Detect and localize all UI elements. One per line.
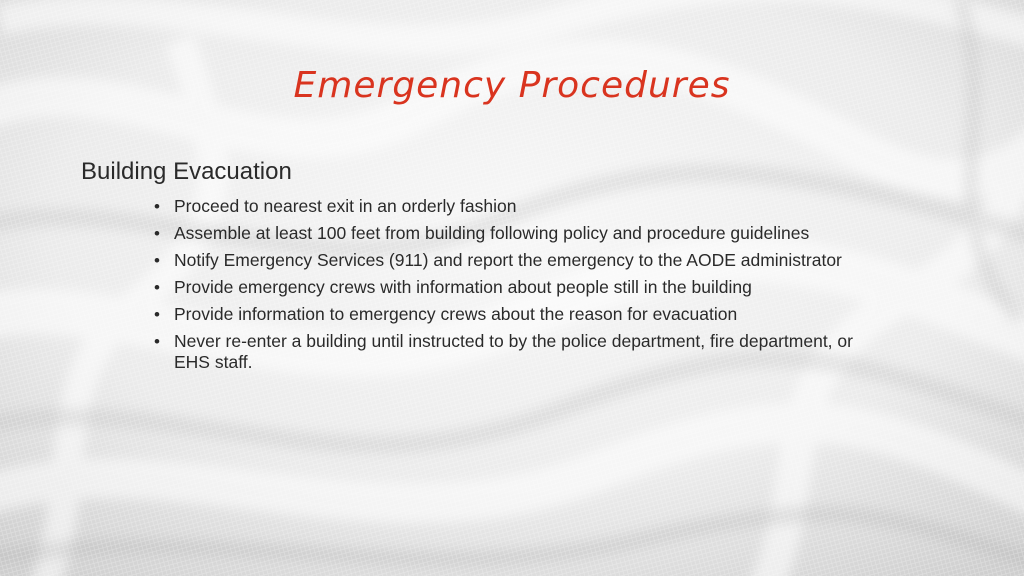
bullet-icon: • [154,251,160,270]
slide-title: Emergency Procedures [293,65,731,106]
bullet-item [154,331,874,373]
bullet-list [154,196,874,379]
bullet-icon: • [154,278,160,297]
bullet-text: Assemble at least 100 feet from building following policy and procedure guidelines [174,223,810,243]
bullet-text: Provide emergency crews with information about people still in the building [174,277,752,297]
bullet-item [154,277,874,298]
bullet-icon: • [154,332,160,351]
bullet-icon: • [154,305,160,324]
bullet-text: Proceed to nearest exit in an orderly fashion [174,196,517,216]
bullet-text: Never re-enter a building until instructed to by the police department, fire department, or EHS staff. [174,331,853,372]
bullet-item [154,304,874,325]
bullet-item [154,196,874,217]
bullet-text: Provide information to emergency crews about the reason for evacuation [174,304,738,324]
bullet-item [154,250,874,271]
bullet-text: Notify Emergency Services (911) and report the emergency to the AODE administrator [174,250,842,270]
bullet-icon: • [154,197,160,216]
bullet-item [154,223,874,244]
bullet-icon: • [154,224,160,243]
section-heading: Building Evacuation [81,158,292,185]
